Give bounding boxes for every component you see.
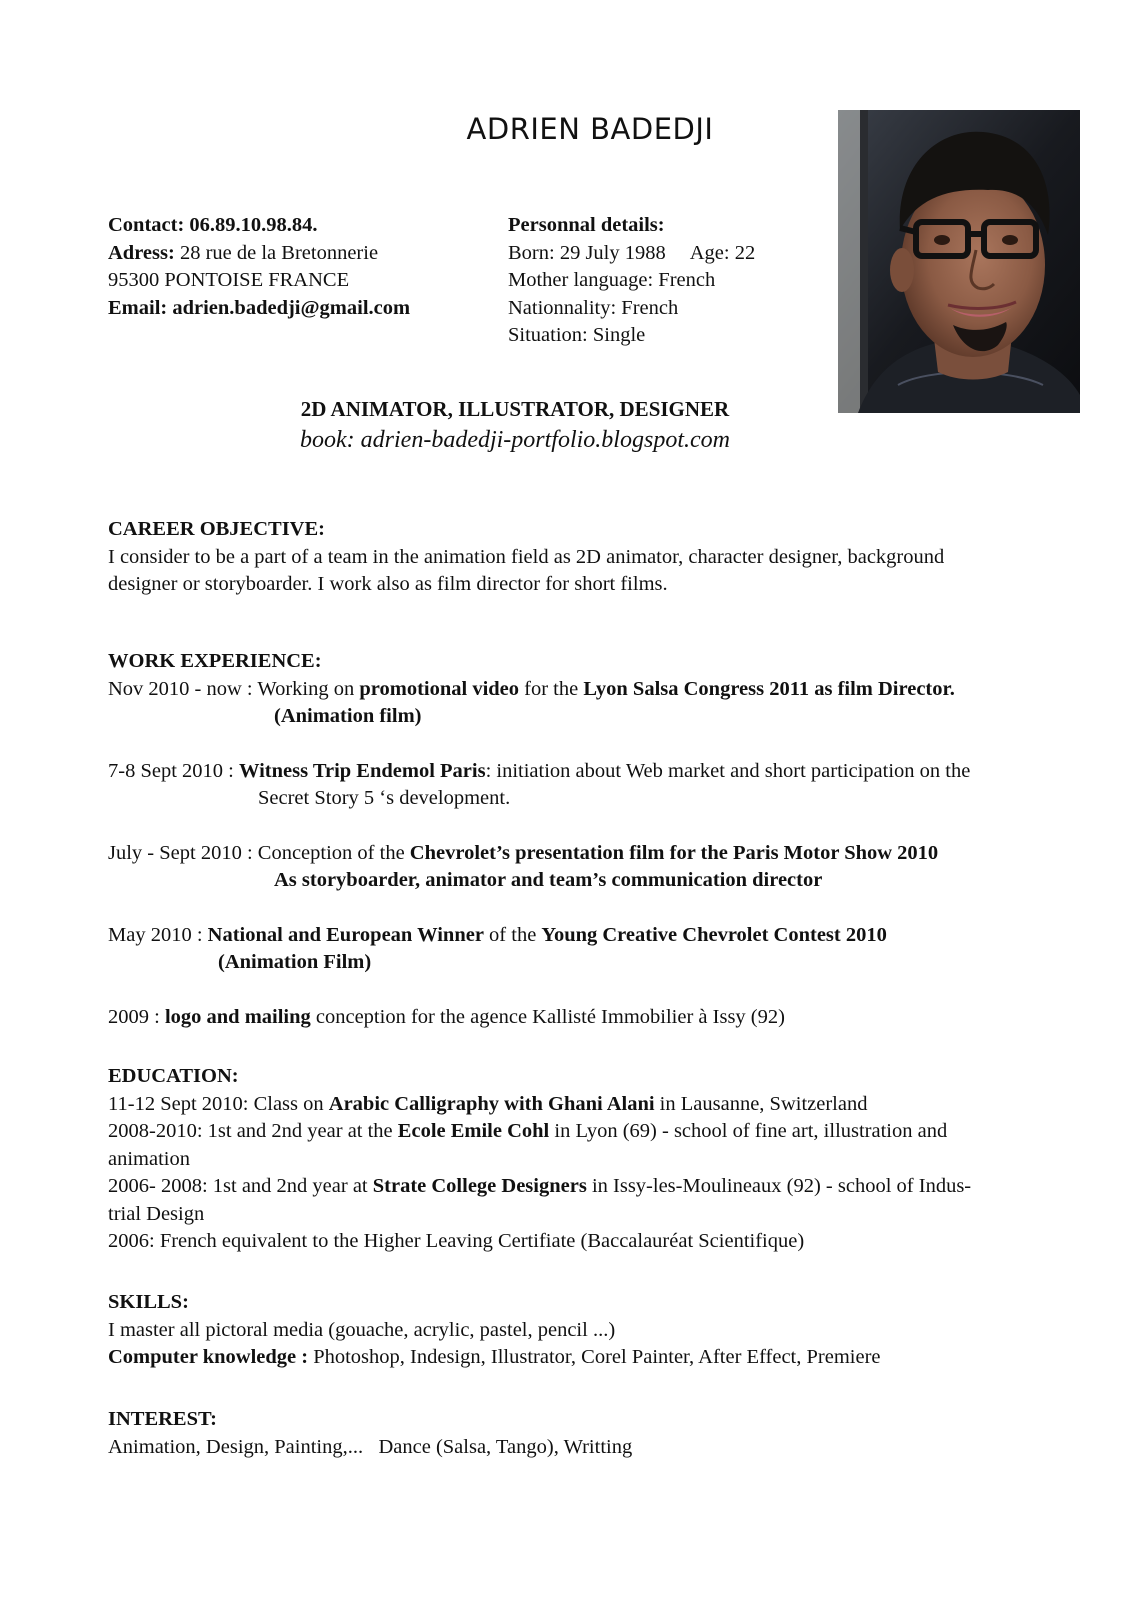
- work-entry: [108, 840, 1078, 868]
- education-bold: Arabic Calligraphy with Ghani Alani: [328, 1092, 655, 1115]
- education-bold: Strate College Designers: [372, 1175, 587, 1197]
- born-date: Born: 29 July 1988: [508, 241, 666, 264]
- work-entry-text: conception for the agence Kallisté Immobilier à Issy (92): [310, 1005, 785, 1028]
- education-entry: [108, 1173, 1078, 1201]
- work-entry-date: May 2010 :: [108, 923, 208, 946]
- education-heading: EDUCATION:: [108, 1065, 239, 1087]
- job-title: 2D ANIMATOR, ILLUSTRATOR, DESIGNER: [300, 397, 730, 421]
- work-experience-section: [108, 648, 1078, 1031]
- situation: Situation: Single: [508, 324, 646, 346]
- education-section: [108, 1063, 1078, 1256]
- computer-knowledge-label: Computer knowledge :: [108, 1346, 314, 1368]
- contact-phone: Contact: 06.89.10.98.84.: [108, 214, 318, 236]
- work-entry-text: for the: [519, 677, 584, 700]
- age: Age: 22: [689, 241, 756, 264]
- work-entry-text: Conception of the: [257, 841, 410, 864]
- work-entry-bold: logo and mailing: [164, 1005, 311, 1028]
- education-bold: Ecole Emile Cohl: [397, 1120, 550, 1142]
- computer-knowledge: [108, 1344, 1078, 1372]
- work-entry-continuation: (Animation film): [274, 705, 422, 727]
- interest-line: Animation, Design, Painting,... Dance (Salsa, Tango), Writting: [108, 1435, 633, 1458]
- portrait-photo: [838, 110, 1080, 413]
- work-entry-bold: Young Creative Chevrolet Contest 2010: [541, 923, 887, 946]
- work-entry-bold: Chevrolet’s presentation film for the Paris Motor Show 2010: [409, 841, 939, 864]
- contact-email: Email: adrien.badedji@gmail.com: [108, 296, 411, 319]
- work-entry-bold: National and European Winner: [207, 923, 484, 946]
- education-text: 2008-2010: 1st and 2nd year at the: [108, 1120, 398, 1142]
- work-entry-bold: promotional video: [359, 677, 520, 700]
- education-text: in Lausanne, Switzerland: [654, 1092, 868, 1115]
- contact-block: [108, 212, 410, 322]
- work-entry-text: of the: [483, 923, 542, 946]
- work-entry-date: 2009 :: [108, 1005, 165, 1028]
- skills-section: [108, 1289, 1078, 1372]
- born-line: [508, 240, 755, 268]
- portfolio-link: book: adrien-badedji-portfolio.blogspot.com: [300, 427, 730, 453]
- education-entry-continuation: animation: [108, 1147, 190, 1170]
- work-experience-heading: WORK EXPERIENCE:: [108, 650, 322, 672]
- education-text: in Lyon (69) - school of fine art, illustration and: [549, 1120, 948, 1142]
- work-entry: [108, 922, 1078, 950]
- interest-section: [108, 1406, 1078, 1461]
- work-entry-bold: Lyon Salsa Congress 2011 as film Director.: [583, 677, 955, 700]
- work-entry-continuation: As storyboarder, animator and team’s communication director: [274, 869, 823, 891]
- education-text: 11-12 Sept 2010: Class on: [108, 1092, 329, 1115]
- education-text: 2006- 2008: 1st and 2nd year at: [108, 1175, 373, 1197]
- computer-knowledge-value: Photoshop, Indesign, Illustrator, Corel Painter, After Effect, Premiere: [313, 1346, 881, 1368]
- education-entry: [108, 1118, 1078, 1146]
- nationality: Nationnality: French: [508, 296, 679, 319]
- education-entry: [108, 1091, 1078, 1119]
- personal-details-heading: Personnal details:: [508, 214, 665, 236]
- work-entry-date: Nov 2010 - now :: [108, 677, 258, 700]
- work-entry-date: July - Sept 2010 :: [108, 841, 258, 864]
- work-entry-continuation: Secret Story 5 ‘s development.: [258, 787, 511, 809]
- education-entry-continuation: trial Design: [108, 1202, 205, 1225]
- skills-line: I master all pictoral media (gouache, acrylic, pastel, pencil ...): [108, 1318, 616, 1341]
- mother-language: Mother language: French: [508, 269, 716, 291]
- work-entry-date: 7-8 Sept 2010 :: [108, 759, 239, 782]
- education-entry: 2006: French equivalent to the Higher Leaving Certifiate (Baccalauréat Scientifique): [108, 1230, 805, 1252]
- work-entry-bold: Witness Trip Endemol Paris: [238, 759, 486, 782]
- work-entry: [108, 676, 1078, 704]
- work-entry: [108, 758, 1078, 786]
- career-objective-heading: CAREER OBJECTIVE:: [108, 518, 325, 540]
- work-entry-text: Working on: [257, 677, 360, 700]
- personal-details-block: [508, 212, 755, 350]
- address-street: 28 rue de la Bretonnerie: [174, 241, 379, 264]
- address-line-1: [108, 240, 410, 268]
- work-entry-text: : initiation about Web market and short participation on the: [485, 759, 971, 782]
- work-entry-continuation: (Animation Film): [218, 951, 372, 973]
- career-objective-line: designer or storyboarder. I work also as film director for short films.: [108, 573, 668, 595]
- work-entry: [108, 1004, 1078, 1032]
- interest-heading: INTEREST:: [108, 1408, 217, 1430]
- address-label: Adress:: [108, 241, 175, 264]
- skills-heading: SKILLS:: [108, 1291, 189, 1313]
- candidate-name: ADRIEN BADEDJI: [466, 112, 714, 146]
- career-objective-section: [108, 516, 1078, 599]
- career-objective-line: I consider to be a part of a team in the animation field as 2D animator, character designer, background: [108, 545, 945, 568]
- address-line-2: 95300 PONTOISE FRANCE: [108, 269, 350, 291]
- education-text: in Issy-les-Moulineaux (92) - school of Indus-: [586, 1175, 972, 1197]
